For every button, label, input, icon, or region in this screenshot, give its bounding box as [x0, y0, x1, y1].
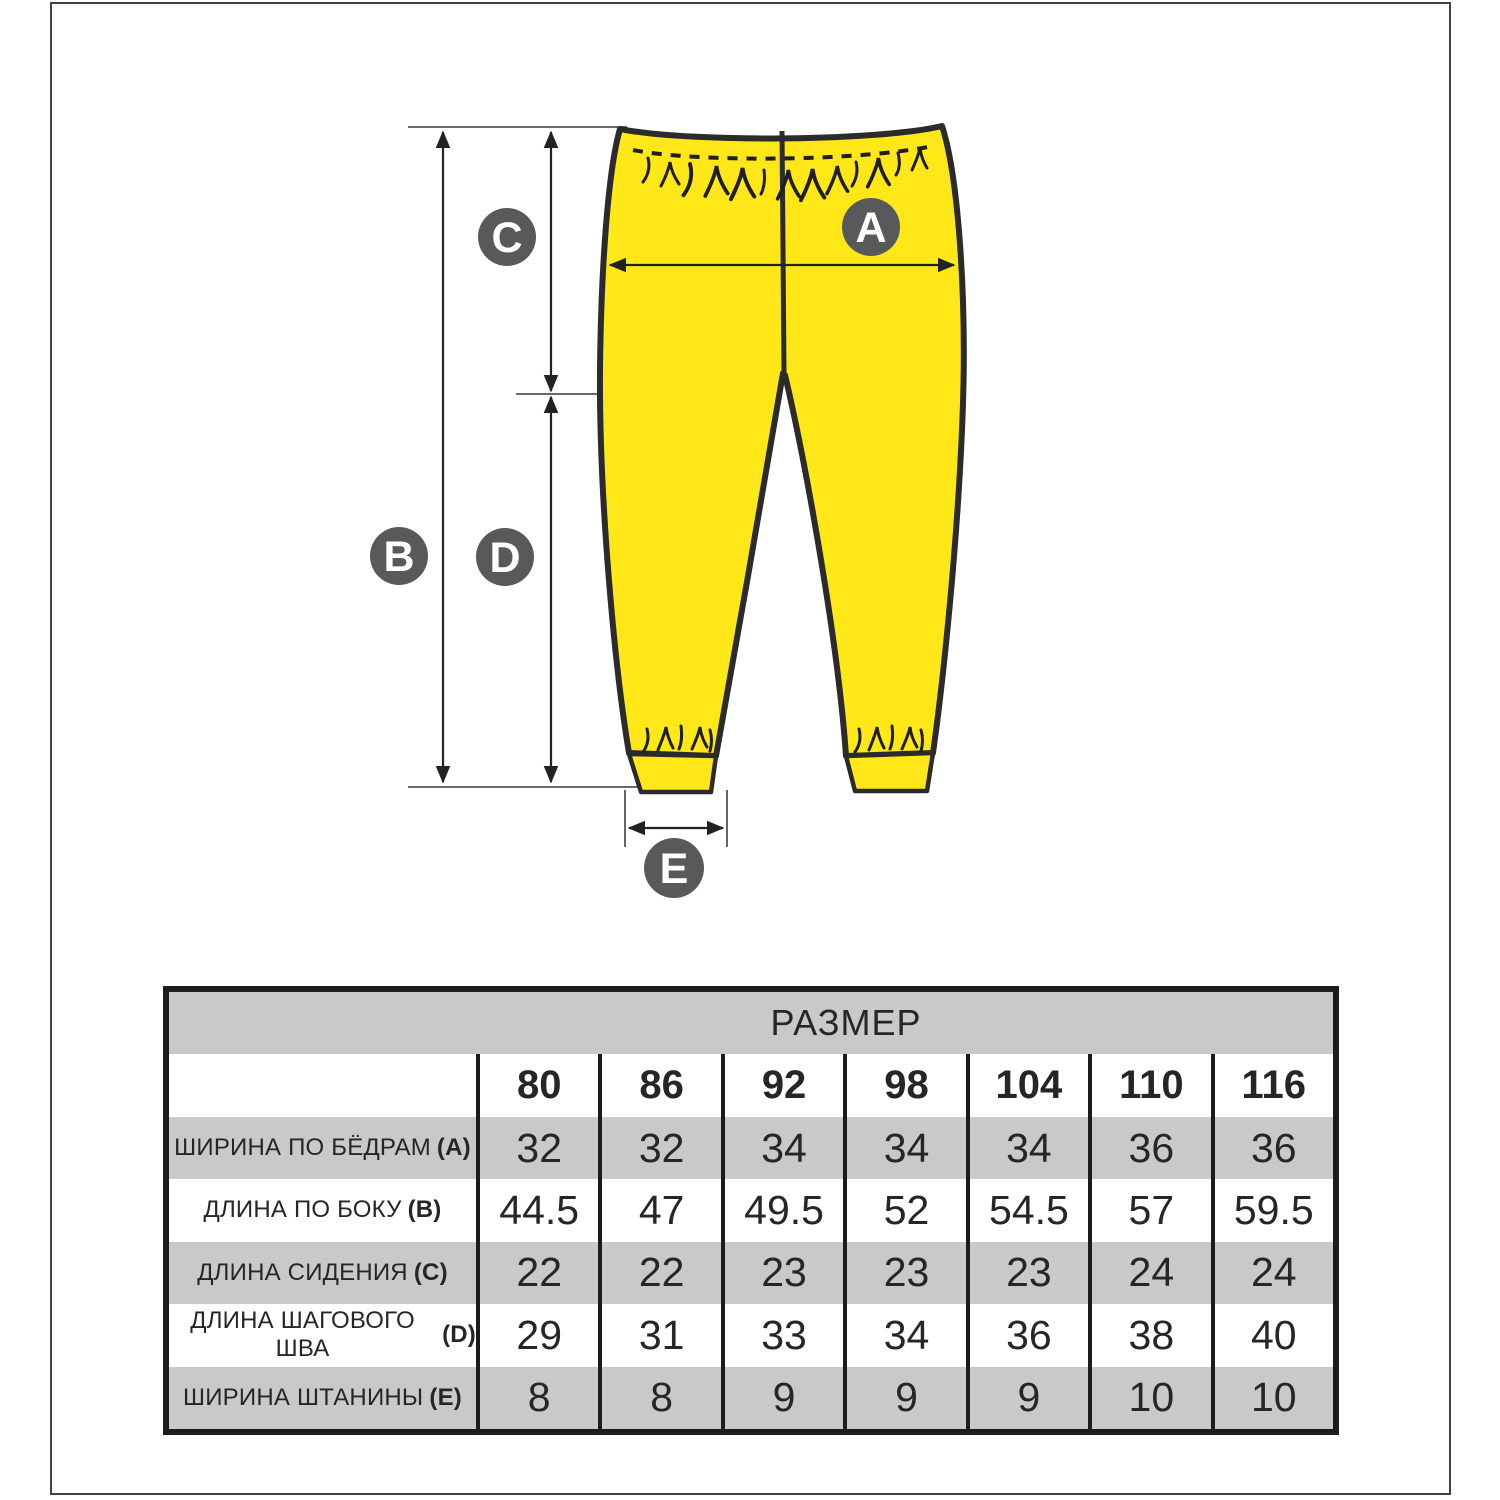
row-label: [169, 1117, 476, 1179]
table-cell: 33: [721, 1304, 843, 1366]
row-label: [169, 1304, 476, 1366]
table-cell: 44.5: [476, 1179, 598, 1241]
table-cell: 47: [598, 1179, 720, 1241]
badge-E-letter: E: [659, 845, 689, 893]
table-cell: 59.5: [1211, 1179, 1333, 1241]
table-cell: 22: [476, 1242, 598, 1304]
table-cell: 9: [966, 1367, 1088, 1429]
row-label-letter: (A): [436, 1134, 471, 1162]
row-label-text: ДЛИНА ШАГОВОГО ШВА: [190, 1307, 415, 1363]
row-label-letter: (C): [413, 1258, 448, 1286]
size-column-104: 104: [966, 1054, 1088, 1116]
size-table-title: РАЗМЕР: [770, 1002, 922, 1044]
table-cell: 34: [721, 1117, 843, 1179]
table-cell: 22: [598, 1242, 720, 1304]
row-label-text: ШИРИНА ПО БЁДРАМ: [174, 1134, 431, 1162]
size-table-corner-cell: [169, 1054, 476, 1116]
table-cell: 9: [721, 1367, 843, 1429]
size-column-110: 110: [1088, 1054, 1210, 1116]
row-label-letter: (D): [442, 1321, 476, 1349]
left-cuff: [629, 754, 716, 792]
table-cell: 34: [843, 1304, 965, 1366]
table-cell: 54.5: [966, 1179, 1088, 1241]
table-cell: 36: [1211, 1117, 1333, 1179]
badge-B-letter: B: [383, 533, 415, 581]
table-cell: 10: [1211, 1367, 1333, 1429]
row-label-text: ДЛИНА ПО БОКУ: [203, 1196, 402, 1224]
table-cell: 9: [843, 1367, 965, 1429]
row-label-text: ШИРИНА ШТАНИНЫ: [183, 1383, 424, 1411]
badge-D-letter: D: [489, 534, 521, 582]
table-cell: 23: [721, 1242, 843, 1304]
row-label: [169, 1367, 476, 1429]
table-cell: 23: [966, 1242, 1088, 1304]
table-cell: 52: [843, 1179, 965, 1241]
table-cell: 29: [476, 1304, 598, 1366]
table-cell: 32: [598, 1117, 720, 1179]
size-column-86: 86: [598, 1054, 720, 1116]
table-cell: 36: [966, 1304, 1088, 1366]
table-cell: 34: [966, 1117, 1088, 1179]
table-cell: 24: [1088, 1242, 1210, 1304]
size-column-80: 80: [476, 1054, 598, 1116]
size-column-98: 98: [843, 1054, 965, 1116]
badge-C-letter: C: [491, 214, 523, 262]
table-cell: 10: [1088, 1367, 1210, 1429]
table-cell: 36: [1088, 1117, 1210, 1179]
table-cell: 31: [598, 1304, 720, 1366]
table-cell: 32: [476, 1117, 598, 1179]
table-cell: 57: [1088, 1179, 1210, 1241]
size-table: [163, 986, 1339, 1435]
right-cuff: [846, 753, 933, 791]
size-table-header-cell: [169, 992, 1333, 1054]
pants-drawing: [600, 126, 964, 792]
center-front-seam: [782, 131, 784, 372]
table-cell: 34: [843, 1117, 965, 1179]
table-cell: 8: [476, 1367, 598, 1429]
table-cell: 8: [598, 1367, 720, 1429]
size-column-116: 116: [1211, 1054, 1333, 1116]
row-label: [169, 1242, 476, 1304]
badge-A-letter: A: [855, 204, 887, 252]
row-label-letter: (B): [407, 1196, 442, 1224]
row-label-text: ДЛИНА СИДЕНИЯ: [197, 1258, 408, 1286]
table-cell: 38: [1088, 1304, 1210, 1366]
row-label-letter: (E): [429, 1383, 462, 1411]
table-cell: 49.5: [721, 1179, 843, 1241]
table-cell: 24: [1211, 1242, 1333, 1304]
size-column-92: 92: [721, 1054, 843, 1116]
table-cell: 40: [1211, 1304, 1333, 1366]
table-cell: 23: [843, 1242, 965, 1304]
row-label: [169, 1179, 476, 1241]
